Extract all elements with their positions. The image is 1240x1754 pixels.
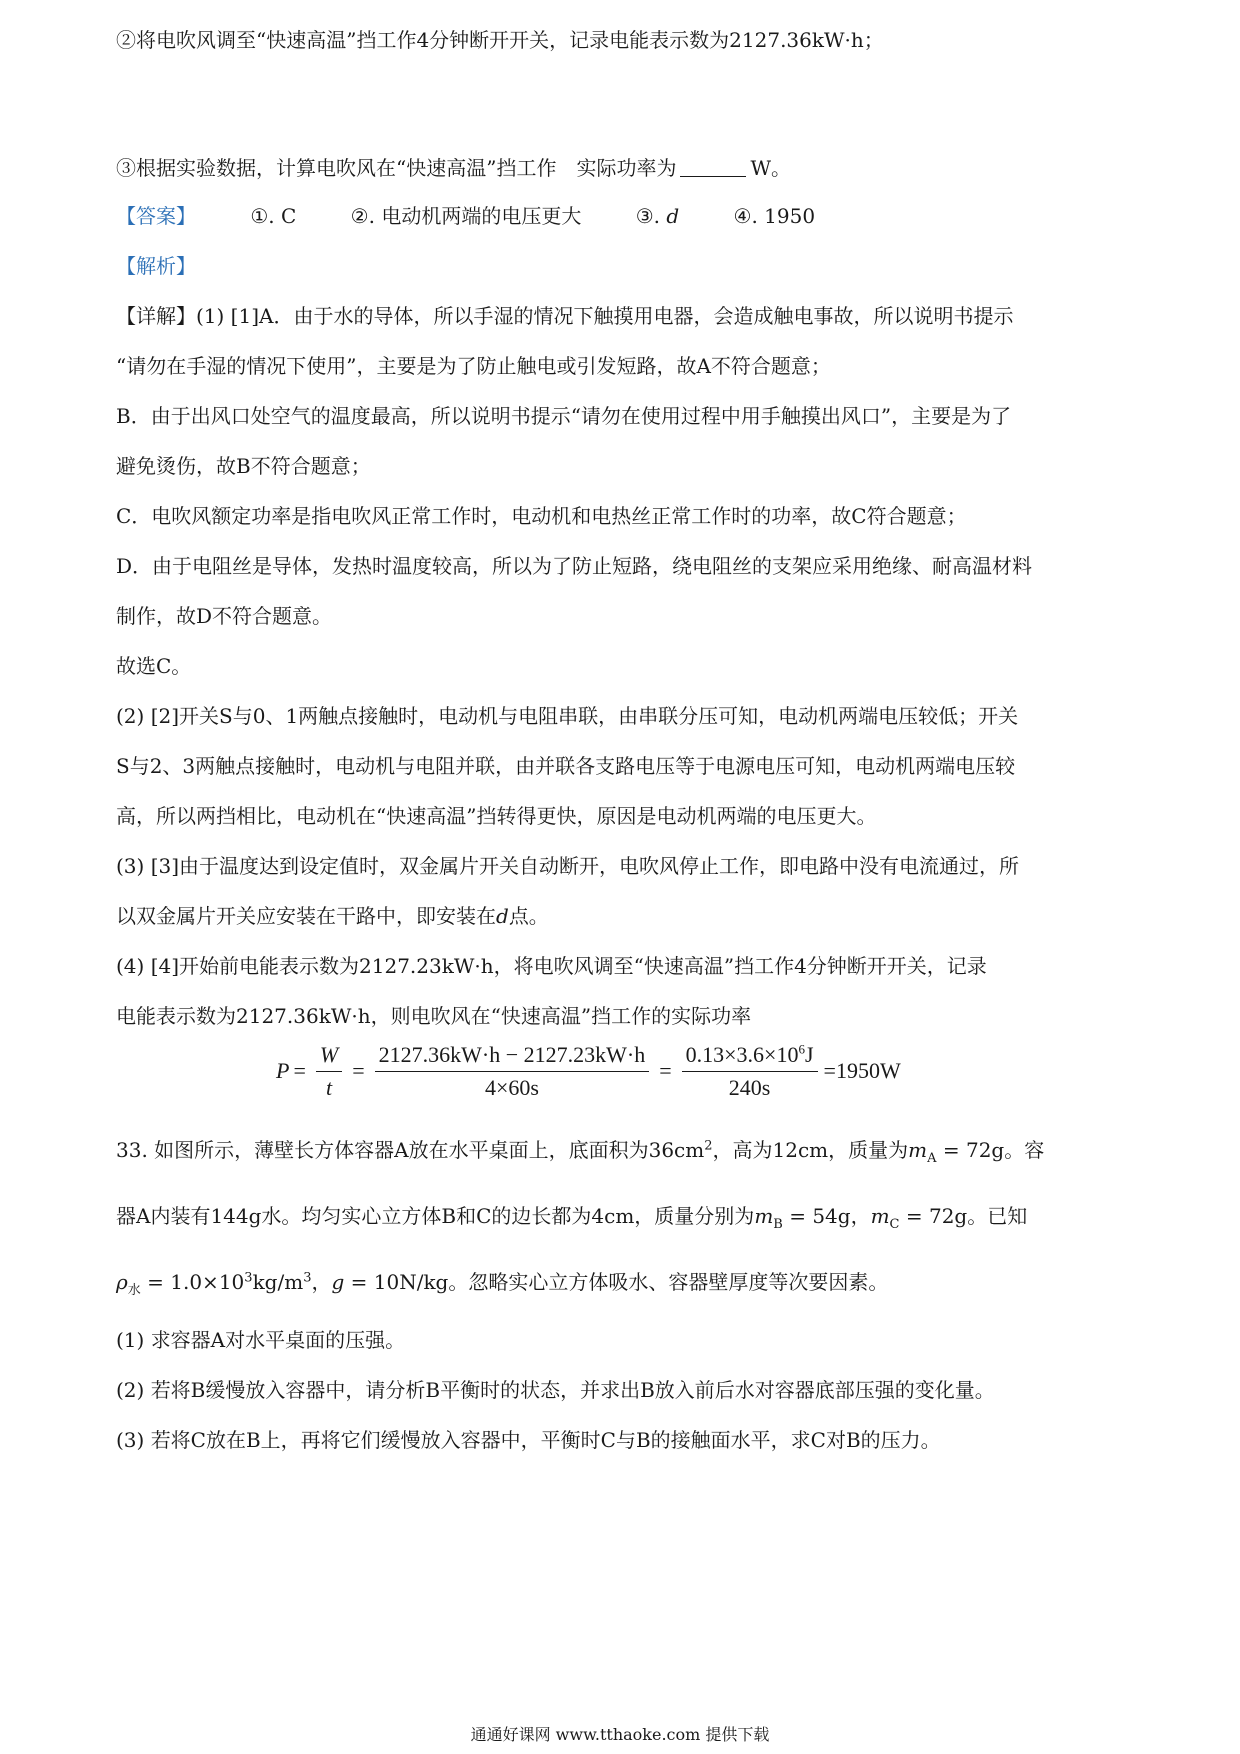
detail-line-5: C．电吹风额定功率是指电吹风正常工作时，电动机和电热丝正常工作时的功率，故C符合题意； bbox=[116, 504, 967, 528]
detail-line-12: (3) [3]由于温度达到设定值时，双金属片开关自动断开，电吹风停止工作，即电路中没有电流通过，所 bbox=[116, 854, 1020, 878]
page-footer: 通通好课网 www.tthaoke.com 提供下载 bbox=[470, 1725, 770, 1744]
question-33-line-3: $\rho_水 = 1.0\times 10^3kg/m^3$，g = 10N/kg。忽略实心立方体吸水、容器壁厚度等次要因素。 bbox=[116, 1270, 889, 1298]
analysis-tag: 【解析】 bbox=[116, 254, 196, 278]
detail-line-3: B．由于出风口处空气的温度最高，所以说明书提示“请勿在使用过程中用手触摸出风口”，主要是为了 bbox=[116, 404, 1012, 428]
formula-result: =1950W bbox=[823, 1058, 901, 1083]
detail-line-10: S与2、3两触点接触时，电动机与电阻并联，由并联各支路电压等于电源电压可知，电动机两端电压较 bbox=[116, 754, 1016, 778]
fraction-joules-over-seconds: $\frac{0.13\times 3.6\times 10^6J}{240s}$ bbox=[682, 1042, 818, 1101]
question-33-sub-3: (3) 若将C放在B上，再将它们缓慢放入容器中，平衡时C与B的接触面水平，求C对B的压力。 bbox=[116, 1428, 941, 1452]
answer-blank bbox=[680, 156, 746, 177]
question-33-line-2: 器A内装有144g水。均匀实心立方体B和C的边长都为4cm，质量分别为$m_B = 54g$，$m_C = 72g$。已知 bbox=[116, 1204, 1028, 1232]
detail-line-14: (4) [4]开始前电能表示数为2127.23kW·h，将电吹风调至“快速高温”挡工作4分钟断开开关，记录 bbox=[116, 954, 987, 978]
detail-line-2: “请勿在手湿的情况下使用”，主要是为了防止触电或引发短路，故A不符合题意； bbox=[116, 354, 831, 378]
answer-2: ②. 电动机两端的电压更大 bbox=[350, 204, 582, 228]
question-33-sub-2: (2) 若将B缓慢放入容器中，请分析B平衡时的状态，并求出B放入前后水对容器底部压强的变化量。 bbox=[116, 1378, 995, 1402]
detail-line-15: 电能表示数为2127.36kW·h，则电吹风在“快速高温”挡工作的实际功率 bbox=[116, 1004, 752, 1028]
answer-3: ③. d bbox=[635, 204, 680, 228]
detail-line-8: 故选C。 bbox=[116, 654, 192, 678]
detail-line-6: D．由于电阻丝是导体，发热时温度较高，所以为了防止短路，绕电阻丝的支架应采用绝缘、耐高温材料 bbox=[116, 554, 1033, 578]
detail-line-4: 避免烫伤，故B不符合题意； bbox=[116, 454, 371, 478]
step-2-line: ②将电吹风调至“快速高温”挡工作4分钟断开开关，记录电能表示数为2127.36kW·h； bbox=[116, 28, 884, 52]
detail-line-11: 高，所以两挡相比，电动机在“快速高温”挡转得更快，原因是电动机两端的电压更大。 bbox=[116, 804, 877, 828]
detail-line-1: 【详解】(1) [1]A．由于水的导体，所以手湿的情况下触摸用电器，会造成触电事故，所以说明书提示 bbox=[116, 304, 1014, 328]
question-33-line-1: 33. 如图所示，薄壁长方体容器A放在水平桌面上，底面积为$36cm^2$，高为12cm，质量为$m_A = 72g$。容 bbox=[116, 1138, 1045, 1166]
answer-4: ④. 1950 bbox=[733, 204, 816, 228]
detail-line-7: 制作，故D不符合题意。 bbox=[116, 604, 333, 628]
question-33-sub-1: (1) 求容器A对水平桌面的压强。 bbox=[116, 1328, 406, 1352]
answer-line bbox=[116, 202, 1126, 230]
fraction-energy-over-time: $\frac{2127.36kW\cdot h - 2127.23kW\cdot h}{4\times 60s}$ bbox=[375, 1042, 650, 1101]
detail-line-9: (2) [2]开关S与0、1两触点接触时，电动机与电阻串联，由串联分压可知，电动机两端电压较低；开关 bbox=[116, 704, 1019, 728]
answer-1: ①. C bbox=[250, 204, 297, 228]
fraction-w-over-t: $\frac{W}{t}$ bbox=[316, 1042, 342, 1101]
detail-line-13: 以双金属片开关应安装在干路中，即安装在d点。 bbox=[116, 904, 549, 928]
step-3-line: ③根据实验数据，计算电吹风在“快速高温”挡工作 实际功率为 W。 bbox=[116, 156, 792, 180]
answer-tag: 【答案】 bbox=[116, 204, 196, 228]
power-formula: P = $\frac{W}{t}$ = $\frac{2127.36kW\cdot h - 2127.23kW\cdot h}{4\times 60s}$ = $\frac{0.13\times 3.6\times 10^6J}{240s}$ =1950W bbox=[276, 1041, 901, 1100]
